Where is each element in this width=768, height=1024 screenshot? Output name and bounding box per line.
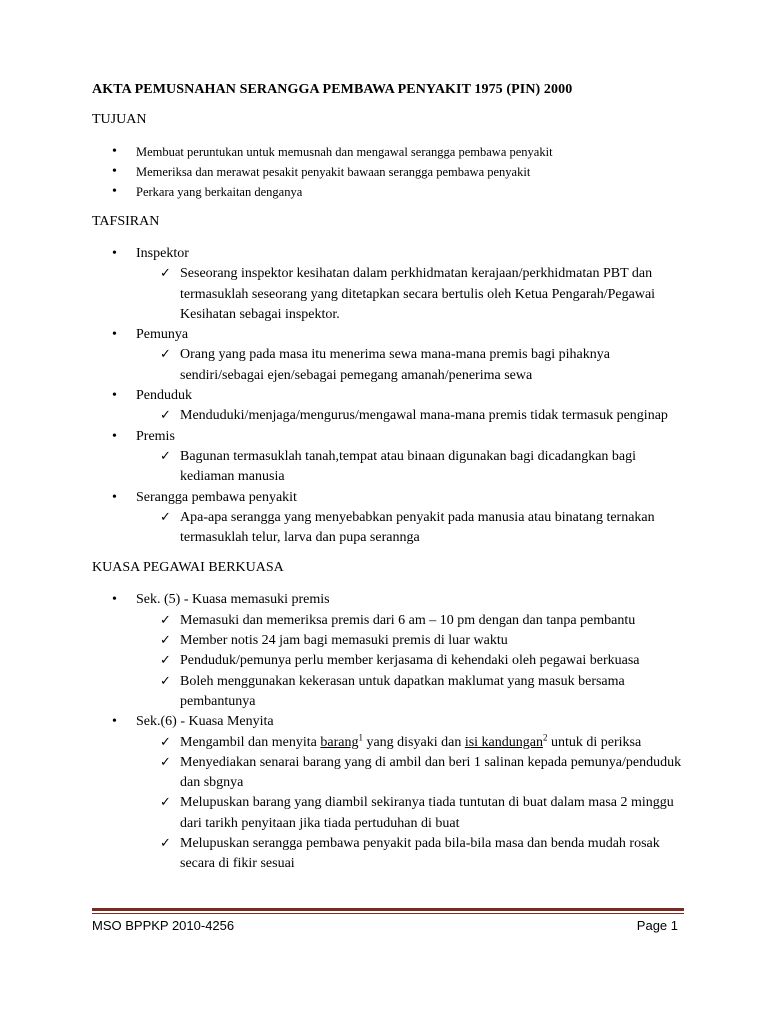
section-heading-tujuan: TUJUAN [92,112,147,127]
text-run: Mengambil dan menyita [180,734,321,750]
text-run: untuk di periksa [547,734,642,750]
sek5-checks [136,611,692,712]
sek6-checks [136,733,692,875]
check-item: ✓ Melupuskan barang yang diambil sekiranya tiada tuntutan di buat dalam masa 2 minggu dari tarikh penyitaan jika tiada pertuduhan di buat [136,793,692,834]
footer-rule [92,908,684,911]
term-penduduk [92,386,692,427]
term-label: • Penduduk [136,388,192,404]
tujuan-item: • Memeriksa dan merawat pesakit penyakit bawaan serangga pembawa penyakit [92,162,692,182]
term-serangga-pembawa-penyakit [92,488,692,549]
check-item: ✓ Penduduk/pemunya perlu member kerjasama di kehendaki oleh pegawai berkuasa [136,651,692,671]
tujuan-item: • Perkara yang berkaitan denganya [92,182,692,202]
footer-doc-code: MSO BPPKP 2010-4256 [92,918,235,933]
term-label: • Premis [136,428,175,444]
document-title: AKTA PEMUSNAHAN SERANGGA PEMBAWA PENYAKIT 1975 (PIN) 2000 [92,82,573,97]
sek5-item [92,590,692,712]
tujuan-item: • Membuat peruntukan untuk memusnah dan mengawal serangga pembawa penyakit [92,142,692,162]
term-inspektor [92,244,692,325]
term-label: • Pemunya [136,327,189,343]
definition-list [136,508,692,549]
footnote-marker: 1 [358,731,363,742]
sek6-item [92,712,692,874]
check-item: ✓ Menyediakan senarai barang yang di ambil dan beri 1 salinan kepada pemunya/penduduk dan sbgnya [136,753,692,794]
definition-list [136,406,692,426]
definition-item: ✓ Menduduki/menjaga/mengurus/mengawal mana-mana premis tidak termasuk penginap [136,406,692,426]
check-item [136,733,692,753]
definition-item: ✓ Seseorang inspektor kesihatan dalam perkhidmatan kerajaan/perkhidmatan PBT dan termasuklah seseorang yang ditetapkan secara bertulis oleh Ketua Pengarah/Pegawai Kesihatan sebagai inspektor. [136,264,692,325]
underlined-term-isi-kandungan: isi kandungan [464,734,543,750]
sek6-label: • Sek.(6) - Kuasa Menyita [136,714,274,730]
tujuan-list [92,142,692,202]
check-item: ✓ Memasuki dan memeriksa premis dari 6 am – 10 pm dengan dan tanpa pembantu [136,611,692,631]
sek5-label: • Sek. (5) - Kuasa memasuki premis [136,592,330,608]
check-item: ✓ Melupuskan serangga pembawa penyakit pada bila-bila masa dan benda mudah rosak secara di fikir sesuai [136,834,692,875]
kuasa-list [92,590,692,874]
definition-item: ✓ Bagunan termasuklah tanah,tempat atau binaan digunakan bagi dicadangkan bagi kediaman manusia [136,447,692,488]
definition-item: ✓ Orang yang pada masa itu menerima sewa mana-mana premis bagi pihaknya sendiri/sebagai ejen/sebagai pemegang amanah/penerima sewa [136,345,692,386]
term-label: • Inspektor [136,246,189,261]
tafsiran-list [92,244,692,548]
term-premis [92,427,692,488]
definition-item: ✓ Apa-apa serangga yang menyebabkan penyakit pada manusia atau binatang ternakan termasuklah telur, larva dan pupa serannga [136,508,692,549]
definition-list [136,264,692,325]
footer-rule-thin [92,913,684,914]
underlined-term-barang: barang [320,734,359,750]
definition-list [136,345,692,386]
check-item: ✓ Boleh menggunakan kekerasan untuk dapatkan maklumat yang masuk bersama pembantunya [136,672,692,713]
section-heading-kuasa: KUASA PEGAWAI BERKUASA [92,560,284,576]
page-content [92,82,692,887]
definition-list [136,447,692,488]
text-run: yang disyaki dan [362,734,465,750]
footer-page-number: Page 1 [636,918,678,933]
check-item: ✓ Member notis 24 jam bagi memasuki premis di luar waktu [136,631,692,651]
term-pemunya [92,325,692,386]
section-heading-tafsiran: TAFSIRAN [92,214,160,229]
footnote-marker: 2 [542,731,548,742]
term-label: • Serangga pembawa penyakit [136,489,297,505]
